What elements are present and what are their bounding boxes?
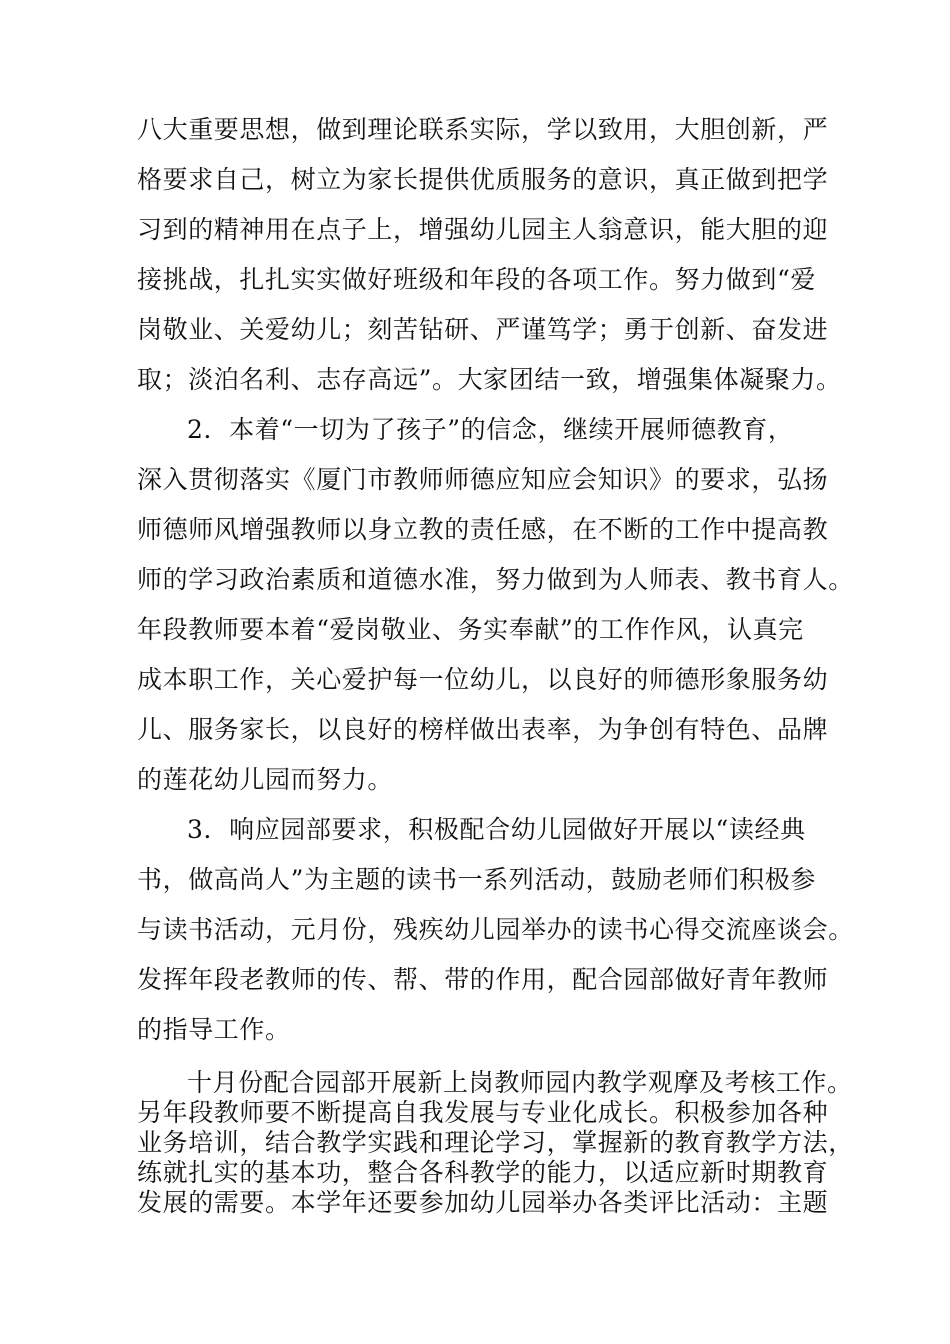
text-line: 深入贯彻落实《厦门市教师师德应知应会知识》的要求，弘扬 [137,465,829,494]
text-line: 2．本着“一切为了孩子”的信念，继续开展师德教育， [187,415,794,444]
text-line: 的指导工作。 [137,1015,291,1044]
text-line: 十月份配合园部开展新上岗教师园内教学观摩及考核工作。 [187,1068,853,1097]
text-line: 年段教师要本着“爱岗敬业、务实奉献”的工作作风，认真完 [137,615,804,644]
text-line: 接挑战，扎扎实实做好班级和年段的各项工作。努力做到“爱 [137,265,816,294]
text-line: 业务培训，结合教学实践和理论学习，掌握新的教育教学方法， [137,1128,854,1157]
text-line: 发展的需要。本学年还要参加幼儿园举办各类评比活动：主题 [137,1188,829,1217]
text-line: 师的学习政治素质和道德水准，努力做到为人师表、教书育人。 [137,565,854,594]
text-line: 练就扎实的基本功，整合各科教学的能力，以适应新时期教育 [137,1158,829,1187]
text-line: 取；淡泊名利、志存高远”。大家团结一致，增强集体凝聚力。 [137,365,842,394]
text-line: 书，做高尚人”为主题的读书一系列活动，鼓励老师们积极参 [137,865,816,894]
text-line: 的莲花幼儿园而努力。 [137,765,394,794]
text-line: 儿、服务家长，以良好的榜样做出表率，为争创有特色、品牌 [137,715,829,744]
text-line: 八大重要思想，做到理论联系实际，学以致用，大胆创新，严 [137,115,829,144]
text-line: 习到的精神用在点子上，增强幼儿园主人翁意识，能大胆的迎 [137,215,829,244]
text-line: 成本职工作，关心爱护每一位幼儿，以良好的师德形象服务幼 [137,665,829,694]
text-line: 师德师风增强教师以身立教的责任感，在不断的工作中提高教 [137,515,829,544]
text-line: 3．响应园部要求，积极配合幼儿园做好开展以“读经典 [187,815,806,844]
text-line: 与读书活动，元月份，残疾幼儿园举办的读书心得交流座谈会。 [137,915,854,944]
text-line: 发挥年段老教师的传、帮、带的作用，配合园部做好青年教师 [137,965,829,994]
text-line: 另年段教师要不断提高自我发展与专业化成长。积极参加各种 [137,1098,829,1127]
text-line: 岗敬业、关爱幼儿；刻苦钻研、严谨笃学；勇于创新、奋发进 [137,315,829,344]
text-line: 格要求自己，树立为家长提供优质服务的意识，真正做到把学 [137,165,829,194]
